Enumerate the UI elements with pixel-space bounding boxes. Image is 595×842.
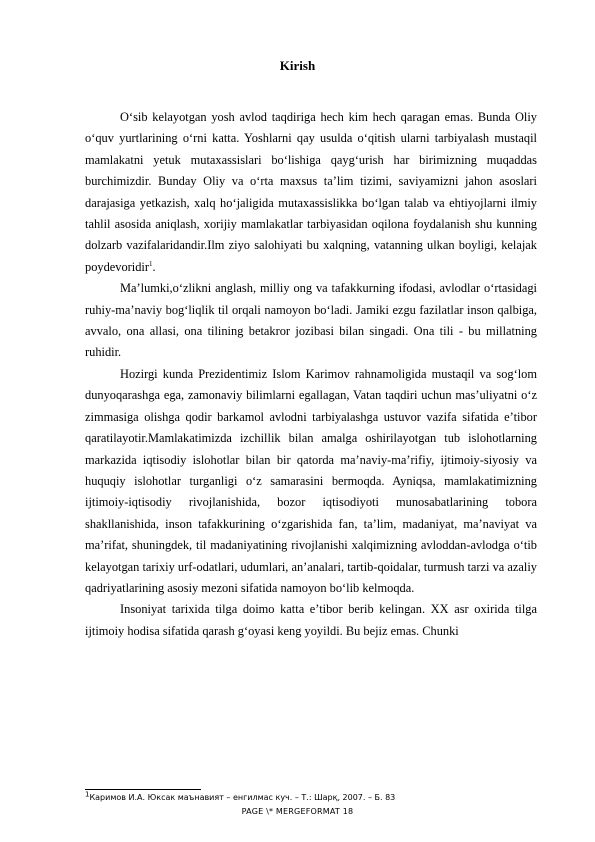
paragraph-1 bbox=[85, 107, 537, 278]
paragraph-2: Ma’lumki,o‘zlikni anglash, milliy ong va tafakkurning ifodasi, avlodlar o‘rtasidagi ruhiy-ma’naviy bog‘liqlik til orqali namoyon bo‘ladi. Jamiki ezgu fazilatlar inson qalbiga, avvalo, ona allasi, ona tilining betakror jozibasi bilan singadi. Ona tili - bu millatning ruhidir. bbox=[85, 281, 537, 360]
footnote-text: Каримов И.А. Юксак маънавият – енгилмас куч. – Т.: Шарқ, 2007. – Б. 83 bbox=[89, 793, 396, 802]
paragraph-1-text: O‘sib kelayotgan yosh avlod taqdiriga hech kim hech qaragan emas. Bunda Oliy o‘quv yurtlarining o‘rni katta. Yoshlarni qay usulda o‘qitish ularni tarbiyalash mustaqil mamlakatni yetuk mutaxassislari bo‘lishiga qayg‘urish har birimizning muqaddas burchimizdir. Bunday Oliy va o‘rta maxsus ta’lim tizimi, saviyamizni jahon asoslari darajasiga yetkazish, xalq ho‘jaligida mutaxassislikka bo‘lgan talab va ehtiyojlarni ilmiy tahlil asosida aniqlash, xorijiy mamlakatlar tarbiyasidan oqilona foydalanish shu kunning dolzarb vazifalaridandir.Ilm ziyo salohiyati bu xalqning, vatanning ulkan boyligi, kelajak poydevoridir bbox=[85, 110, 537, 274]
footnote-marker: 1 bbox=[85, 790, 90, 799]
paragraph-3: Hozirgi kunda Prezidentimiz Islom Karimov rahnamoligida mustaqil va sog‘lom dunyoqarashga ega, zamonaviy bilimlarni egallagan, Vatan taqdiri uchun mas’uliyatni o‘z zimmasiga olishga qodir barkamol avlodni tarbiyalashga ustuvor vazifa sifatida e’tibor qaratilayotir.Mamlakatimizda izchillik bilan amalga oshirilayotgan tub islohotlarning markazida iqtisodiy islohotlar bilan bir qatorda ma’naviy-ma’rifiy, ijtimoiy-siyosiy va huquqiy islohotlar turganligi o‘z samarasini bermoqda. Ayniqsa, mamlakatimizning ijtimoiy-iqtisodiy rivojlanishida, bozor iqtisodiyoti munosabatlarining tobora shakllanishida, inson tafakkurining o‘zgarishida fan, ta’lim, madaniyat, ma’naviyat va ma’rifat, shuningdek, til madaniyatining rivojlanishi xalqimizning avloddan-avlodga o‘tib kelayotgan tarixiy urf-odatlari, udumlari, an’analari, tartib-qoidalar, turmush tarzi va azaliy qadriyatlarining asosiy mezoni sifatida namoyon bo‘lib kelmoqda. bbox=[85, 366, 537, 595]
footnote bbox=[85, 790, 396, 803]
footnote-separator bbox=[85, 789, 201, 790]
paragraph-4: Insoniyat tarixida tilga doimo katta e’tibor berib kelingan. XX asr oxirida tilga ijtimoiy hodisa sifatida qarash g‘oyasi keng yoyildi. Bu bejiz emas. Chunki bbox=[85, 602, 537, 638]
footnote-reference[interactable]: 1 bbox=[149, 259, 153, 268]
paragraph-1-end: . bbox=[152, 259, 156, 274]
page-number-field: PAGE \* MERGEFORMAT 18 bbox=[241, 807, 354, 816]
page-title: Kirish bbox=[279, 58, 316, 73]
body-text bbox=[85, 107, 537, 642]
